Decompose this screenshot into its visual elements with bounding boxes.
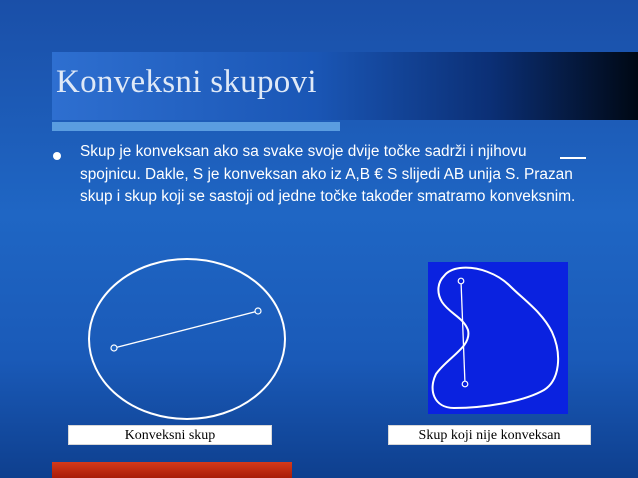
- caption-non-convex-set: Skup koji nije konveksan: [388, 425, 591, 445]
- point-a: [111, 345, 117, 351]
- convex-ellipse: [89, 259, 285, 419]
- bullet-text: Skup je konveksan ako sa svake svoje dvije točke sadrži i njihovu spojnicu. Dakle, S je konveksan ako iz A,B € S slijedi AB unija S. Prazan skup i skup koji se sastoji od jedne točke također smatramo konveksnim.: [80, 143, 576, 205]
- non-convex-set-figure: [428, 262, 568, 414]
- point-bottom: [462, 381, 468, 387]
- point-top: [458, 278, 464, 284]
- convex-set-figure: [84, 254, 292, 422]
- caption-convex-set: Konveksni skup: [68, 425, 272, 445]
- crossing-segment: [461, 281, 465, 384]
- bullet-dot-icon: [53, 152, 61, 160]
- slide-title: Konveksni skupovi: [56, 64, 317, 100]
- title-underline: [52, 122, 340, 131]
- non-convex-shape: [433, 268, 559, 408]
- footer-accent-bar: [52, 462, 292, 478]
- ab-overline: [560, 157, 586, 159]
- point-b: [255, 308, 261, 314]
- segment-ab: [114, 311, 258, 348]
